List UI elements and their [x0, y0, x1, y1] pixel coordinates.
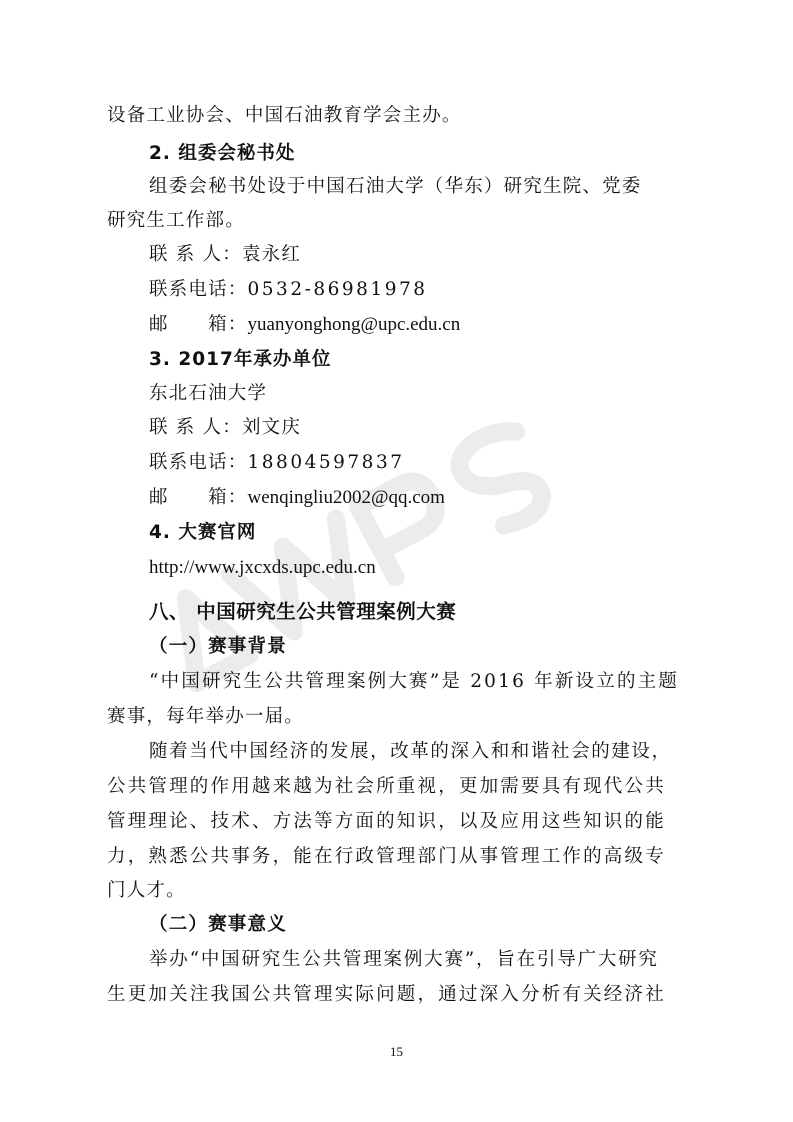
paragraph-line: 设备工业协会、中国石油教育学会主办。 — [107, 105, 462, 126]
contact-person-row — [149, 243, 739, 267]
contact-person-row — [149, 416, 739, 440]
contact-phone-label: 联系电话： — [149, 452, 248, 473]
contact-phone-row — [149, 278, 739, 302]
paragraph-line: 力，熟悉公共事务，能在行政管理部门从事管理工作的高级专 — [107, 846, 666, 867]
paragraph-line: 公共管理的作用越来越为社会所重视，更加需要具有现代公共 — [107, 776, 666, 797]
contact-email-label: 邮 箱： — [149, 314, 248, 335]
contact-phone-row — [149, 451, 739, 475]
subsection-heading: 2. 组委会秘书处 — [149, 143, 296, 164]
contact-person-value: 刘文庆 — [241, 417, 302, 438]
contact-phone-value: 0532-86981978 — [247, 279, 428, 300]
paragraph-line: 东北石油大学 — [149, 383, 268, 404]
paragraph-line: 研究生工作部。 — [107, 210, 245, 231]
paragraph-line: 赛事，每年举办一届。 — [107, 706, 305, 727]
paragraph-line: 组委会秘书处设于中国石油大学（华东）研究生院、党委 — [149, 176, 642, 197]
contact-email-row — [149, 486, 739, 510]
paragraph-line: 生更加关注我国公共管理实际问题，通过深入分析有关经济社 — [107, 984, 666, 1005]
subsection-heading: （一）赛事背景 — [149, 636, 287, 657]
contact-email-row — [149, 313, 739, 337]
contact-email-value[interactable]: wenqingliu2002@qq.com — [247, 487, 445, 508]
subsection-heading: （二）赛事意义 — [149, 914, 287, 935]
subsection-heading: 4. 大赛官网 — [149, 522, 257, 543]
page-number: 15 — [390, 1044, 403, 1059]
contact-person-label: 联 系 人： — [149, 244, 242, 265]
paragraph-line: 举办“中国研究生公共管理案例大赛”，旨在引导广大研究 — [149, 949, 659, 970]
contact-email-value[interactable]: yuanyonghong@upc.edu.cn — [247, 314, 461, 335]
paragraph-line: “中国研究生公共管理案例大赛”是 2016 年新设立的主题 — [149, 671, 680, 692]
website-link[interactable]: http://www.jxcxds.upc.edu.cn — [149, 557, 376, 578]
contact-phone-value: 18804597837 — [247, 452, 405, 473]
contact-person-value: 袁永红 — [241, 244, 302, 265]
paragraph-line: 随着当代中国经济的发展，改革的深入和和谐社会的建设， — [149, 741, 672, 762]
subsection-heading: 3. 2017年承办单位 — [149, 349, 332, 370]
contact-person-label: 联 系 人： — [149, 417, 242, 438]
paragraph-line: 管理理论、技术、方法等方面的知识，以及应用这些知识的能 — [107, 811, 666, 832]
contact-phone-label: 联系电话： — [149, 279, 248, 300]
paragraph-line: 门人才。 — [107, 880, 186, 901]
section-heading: 八、 中国研究生公共管理案例大赛 — [149, 600, 457, 623]
contact-email-label: 邮 箱： — [149, 487, 248, 508]
